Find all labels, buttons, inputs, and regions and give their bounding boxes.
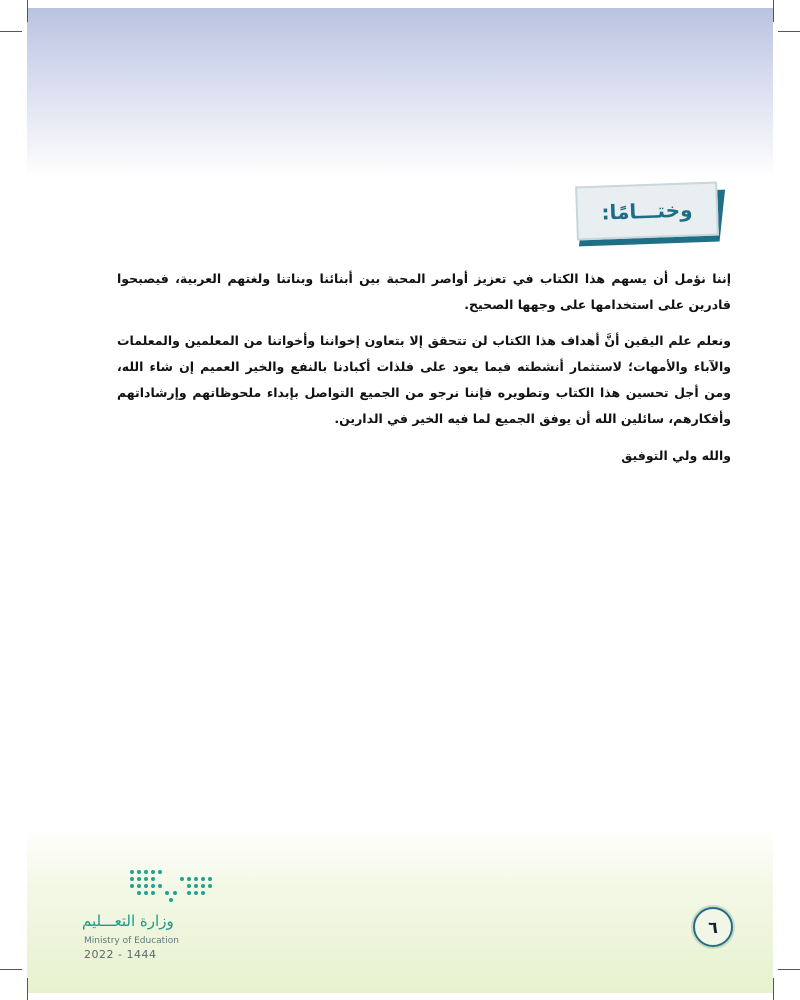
- crop-mark: [27, 978, 28, 1000]
- crop-mark: [27, 0, 28, 22]
- section-title: وختـــامًا:: [601, 197, 693, 225]
- crop-mark: [778, 969, 800, 970]
- edition-year: 2022 - 1444: [84, 948, 157, 961]
- ministry-name-arabic: وزارة التعـــليم: [82, 912, 174, 930]
- paragraph-2: ونعلم علم اليقين أنَّ أهداف هذا الكتاب لن تتحقق إلا بتعاون إخواننا وأخواتنا من المعلمين والمعلمات والآباء والأمهات؛ لاستثمار أنشطته فيما يعود على فلذات أكبادنا بالنفع والخير العميم إن شاء الله، ومن أجل تحسين هذا الكتاب وتطويره فإننا نرجو من الجميع التواصل بإبداء ملحوظاتهم وإرشاداتهم وأفكارهم، سائلين الله أن يوفق الجميع لما فيه الخير في الدارين.: [117, 333, 731, 426]
- ministry-name-english: Ministry of Education: [84, 936, 179, 946]
- crop-mark: [773, 0, 774, 22]
- ministry-logo: [82, 866, 222, 966]
- body-text: [117, 266, 731, 442]
- paragraph-1: إننا نؤمل أن يسهم هذا الكتاب في تعزيز أواصر المحبة بين أبنائنا وبناتنا ولغتهم العربية، فيصبحوا قادرين على استخدامها على وجهها الصحيح.: [117, 271, 731, 312]
- book-page: [27, 8, 773, 993]
- crop-mark: [0, 31, 22, 32]
- closing-line: والله ولي التوفيق: [621, 448, 731, 463]
- crop-mark: [778, 31, 800, 32]
- page-number: ٦: [693, 907, 733, 947]
- title-badge-box: [575, 182, 719, 241]
- section-title-badge: [572, 178, 732, 253]
- crop-mark: [0, 969, 22, 970]
- crop-mark: [773, 978, 774, 1000]
- ministry-dots-emblem-icon: [127, 866, 222, 906]
